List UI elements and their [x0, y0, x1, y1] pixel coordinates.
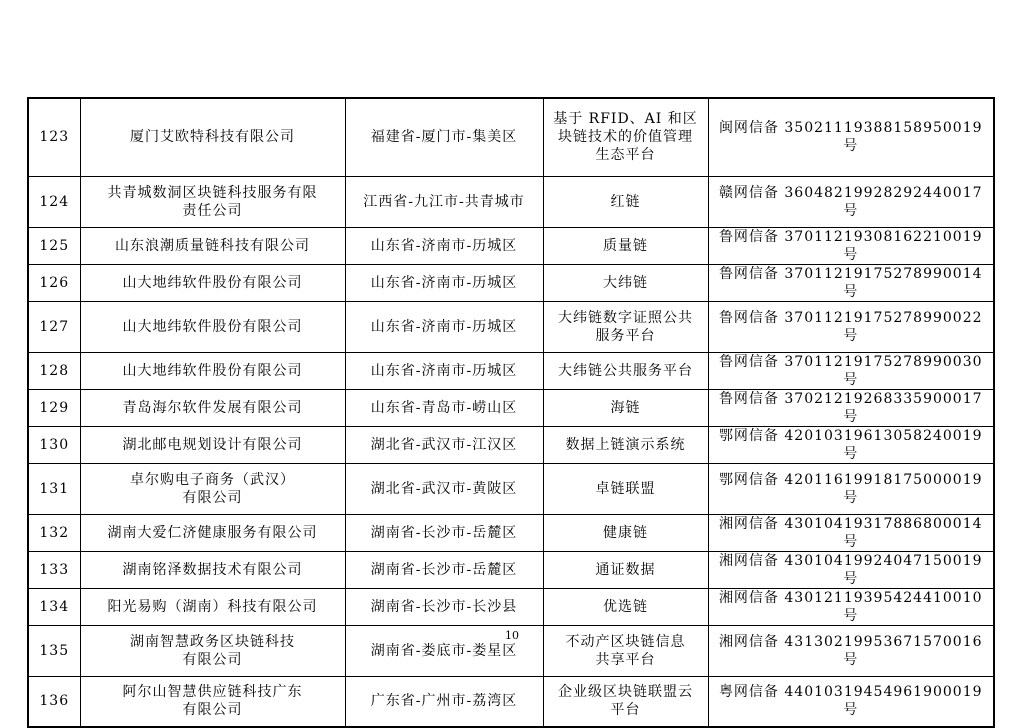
location: 湖北省-武汉市-江汉区 — [345, 426, 543, 463]
row-number: 126 — [28, 264, 80, 301]
location: 湖南省-长沙市-长沙县 — [345, 588, 543, 625]
company-name-line: 责任公司 — [182, 202, 243, 219]
company-name — [80, 389, 345, 426]
page-number: 10 — [505, 629, 519, 642]
company-name — [80, 301, 345, 352]
table-row — [28, 463, 994, 514]
row-number: 129 — [28, 389, 80, 426]
company-name-line: 有限公司 — [182, 489, 243, 506]
service-name-line: 海链 — [610, 399, 641, 416]
service-name-line: 大纬链 — [603, 274, 648, 291]
location: 山东省-济南市-历城区 — [345, 301, 543, 352]
location: 广东省-广州市-荔湾区 — [345, 676, 543, 727]
service-name-line: 基于 RFID、AI 和区 — [553, 111, 698, 128]
row-number: 130 — [28, 426, 80, 463]
location: 山东省-济南市-历城区 — [345, 264, 543, 301]
record-number: 湘网信备 43010419924047150019 号 — [708, 551, 994, 588]
service-name — [543, 227, 708, 264]
service-name-line: 服务平台 — [595, 327, 656, 344]
table-row — [28, 588, 994, 625]
table-row — [28, 514, 994, 551]
company-name — [80, 588, 345, 625]
company-name-line: 湖南铭泽数据技术有限公司 — [122, 561, 303, 578]
location: 湖南省-长沙市-岳麓区 — [345, 514, 543, 551]
company-name-line: 山大地纬软件股份有限公司 — [122, 274, 303, 291]
service-name — [543, 176, 708, 227]
company-name-line: 湖南智慧政务区块链科技 — [130, 633, 295, 650]
record-number: 湘网信备 43012119395424410010 号 — [708, 588, 994, 625]
location: 山东省-济南市-历城区 — [345, 352, 543, 389]
location: 湖南省-长沙市-岳麓区 — [345, 551, 543, 588]
record-number: 鄂网信备 42011619918175000019 号 — [708, 463, 994, 514]
table-row — [28, 264, 994, 301]
row-number: 134 — [28, 588, 80, 625]
company-name-line: 厦门艾欧特科技有限公司 — [130, 129, 295, 146]
table-row — [28, 98, 994, 176]
company-name — [80, 463, 345, 514]
row-number: 131 — [28, 463, 80, 514]
service-name-line: 企业级区块链联盟云 — [558, 684, 693, 701]
service-name-line: 块链技术的价值管理 — [558, 129, 693, 146]
company-name-line: 青岛海尔软件发展有限公司 — [122, 399, 303, 416]
company-name-line: 卓尔购电子商务（武汉） — [130, 471, 295, 488]
service-name-line: 不动产区块链信息 — [565, 633, 686, 650]
row-number: 132 — [28, 514, 80, 551]
row-number: 136 — [28, 676, 80, 727]
company-name-line: 湖北邮电规划设计有限公司 — [122, 436, 303, 453]
record-number: 湘网信备 43130219953671570016 号 — [708, 625, 994, 676]
location: 湖南省-娄底市-娄星区 — [345, 625, 543, 676]
row-number: 125 — [28, 227, 80, 264]
company-name — [80, 176, 345, 227]
table-row — [28, 389, 994, 426]
table-row — [28, 676, 994, 727]
record-number: 鲁网信备 37011219175278990014 号 — [708, 264, 994, 301]
company-name-line: 阳光易购（湖南）科技有限公司 — [107, 598, 318, 615]
table-row — [28, 551, 994, 588]
company-name-line: 山东浪潮质量链科技有限公司 — [115, 237, 310, 254]
row-number: 123 — [28, 98, 80, 176]
service-name-line: 数据上链演示系统 — [565, 436, 686, 453]
company-name-line: 有限公司 — [182, 702, 243, 719]
row-number: 128 — [28, 352, 80, 389]
service-name — [543, 514, 708, 551]
service-name-line: 平台 — [610, 702, 641, 719]
service-name — [543, 301, 708, 352]
service-name — [543, 676, 708, 727]
service-name-line: 共享平台 — [595, 651, 656, 668]
service-name-line: 生态平台 — [595, 147, 656, 164]
service-name — [543, 264, 708, 301]
service-name — [543, 352, 708, 389]
company-name — [80, 551, 345, 588]
service-name-line: 健康链 — [603, 524, 648, 541]
table-row — [28, 426, 994, 463]
location: 山东省-济南市-历城区 — [345, 227, 543, 264]
table-row — [28, 176, 994, 227]
service-name-line: 大纬链数字证照公共 — [558, 309, 693, 326]
location: 江西省-九江市-共青城市 — [345, 176, 543, 227]
company-name-line: 有限公司 — [182, 651, 243, 668]
company-name-line: 湖南大爱仁济健康服务有限公司 — [107, 524, 318, 541]
company-name — [80, 264, 345, 301]
record-number: 闽网信备 35021119388158950019 号 — [708, 98, 994, 176]
service-name-line: 大纬链公共服务平台 — [558, 362, 693, 379]
service-name — [543, 389, 708, 426]
row-number: 127 — [28, 301, 80, 352]
service-name — [543, 463, 708, 514]
company-name — [80, 227, 345, 264]
service-name-line: 优选链 — [603, 598, 648, 615]
location: 山东省-青岛市-崂山区 — [345, 389, 543, 426]
company-name-line: 山大地纬软件股份有限公司 — [122, 318, 303, 335]
table-row — [28, 227, 994, 264]
company-name-line: 山大地纬软件股份有限公司 — [122, 362, 303, 379]
row-number: 133 — [28, 551, 80, 588]
record-number: 粤网信备 44010319454961900019 号 — [708, 676, 994, 727]
company-name-line: 阿尔山智慧供应链科技广东 — [122, 684, 303, 701]
record-number: 鲁网信备 37011219308162210019 号 — [708, 227, 994, 264]
record-number: 鲁网信备 37021219268335900017 号 — [708, 389, 994, 426]
company-name-line: 共青城数洞区块链科技服务有限 — [107, 184, 318, 201]
service-name-line: 卓链联盟 — [595, 480, 656, 497]
location: 湖北省-武汉市-黄陂区 — [345, 463, 543, 514]
company-name — [80, 352, 345, 389]
record-number: 湘网信备 43010419317886800014 号 — [708, 514, 994, 551]
service-name-line: 通证数据 — [595, 561, 656, 578]
row-number: 135 — [28, 625, 80, 676]
service-name — [543, 551, 708, 588]
company-name — [80, 98, 345, 176]
table-row — [28, 301, 994, 352]
record-number: 鲁网信备 37011219175278990022 号 — [708, 301, 994, 352]
location: 福建省-厦门市-集美区 — [345, 98, 543, 176]
company-name — [80, 514, 345, 551]
company-name — [80, 426, 345, 463]
company-name — [80, 676, 345, 727]
service-name-line: 红链 — [610, 193, 641, 210]
record-number: 鄂网信备 42010319613058240019 号 — [708, 426, 994, 463]
service-name — [543, 426, 708, 463]
table-row — [28, 352, 994, 389]
record-number: 鲁网信备 37011219175278990030 号 — [708, 352, 994, 389]
service-name-line: 质量链 — [603, 237, 648, 254]
service-name — [543, 98, 708, 176]
row-number: 124 — [28, 176, 80, 227]
service-name — [543, 588, 708, 625]
record-number: 赣网信备 36048219928292440017 号 — [708, 176, 994, 227]
